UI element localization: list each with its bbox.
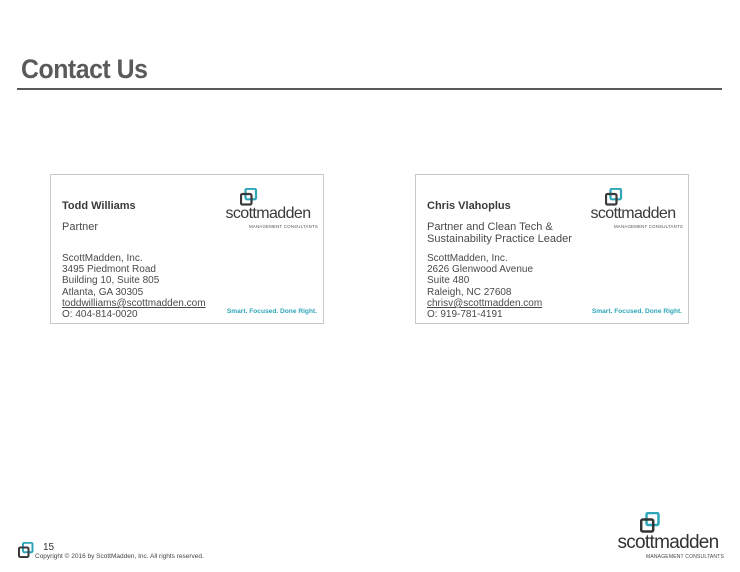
interlocking-squares-logo-icon bbox=[640, 512, 660, 534]
card-email-link[interactable]: toddwilliams@scottmadden.com bbox=[62, 297, 206, 309]
logo-wordmark: scottmadden bbox=[225, 205, 311, 222]
title-divider bbox=[17, 88, 722, 90]
logo-subline: MANAGEMENT CONSULTANTS bbox=[613, 224, 683, 229]
logo-subline: MANAGEMENT CONSULTANTS bbox=[248, 224, 318, 229]
card-email-link[interactable]: chrisv@scottmadden.com bbox=[427, 297, 543, 309]
scottmadden-logo bbox=[583, 188, 683, 232]
card-address-line: Atlanta, GA 30305 bbox=[62, 286, 144, 298]
card-phone: O: 404-814-0020 bbox=[62, 309, 138, 321]
page-number: 15 bbox=[43, 542, 55, 553]
card-name: Chris Vlahoplus bbox=[427, 200, 511, 212]
page-title: Contact Us bbox=[21, 54, 148, 84]
card-role bbox=[62, 221, 222, 233]
card-company: ScottMadden, Inc. bbox=[427, 253, 508, 264]
business-card-todd-williams bbox=[50, 174, 324, 324]
card-address-line: 3495 Piedmont Road bbox=[62, 264, 156, 276]
card-name: Todd Williams bbox=[62, 200, 136, 212]
card-role-line: Partner bbox=[62, 221, 99, 233]
card-address-line: Building 10, Suite 805 bbox=[62, 275, 160, 287]
card-role-line: Sustainability Practice Leader bbox=[427, 233, 572, 245]
card-company: ScottMadden, Inc. bbox=[62, 253, 143, 264]
card-phone: O: 919-781-4191 bbox=[427, 309, 503, 321]
card-address-line: Raleigh, NC 27608 bbox=[427, 286, 512, 298]
interlocking-squares-corner-icon bbox=[18, 542, 34, 558]
footer-logo-subline: MANAGEMENT CONSULTANTS bbox=[645, 554, 724, 560]
card-address bbox=[62, 253, 206, 320]
scottmadden-logo bbox=[218, 188, 318, 232]
card-tagline: Smart. Focused. Done Right. bbox=[226, 308, 317, 315]
footer-logo-wordmark: scottmadden bbox=[617, 532, 719, 553]
card-role-line: Partner and Clean Tech & bbox=[427, 221, 553, 233]
business-card-chris-vlahoplus bbox=[415, 174, 689, 324]
card-address-line: 2626 Glenwood Avenue bbox=[427, 264, 534, 276]
copyright-notice: Copyright © 2016 by ScottMadden, Inc. All rights reserved. bbox=[35, 553, 204, 560]
card-address bbox=[427, 253, 542, 320]
card-tagline: Smart. Focused. Done Right. bbox=[591, 308, 682, 315]
card-role bbox=[427, 221, 587, 245]
interlocking-squares-logo-icon bbox=[240, 188, 258, 206]
footer-scottmadden-logo bbox=[612, 512, 724, 562]
interlocking-squares-logo-icon bbox=[605, 188, 623, 206]
logo-wordmark: scottmadden bbox=[590, 205, 676, 222]
card-address-line: Suite 480 bbox=[427, 275, 470, 287]
